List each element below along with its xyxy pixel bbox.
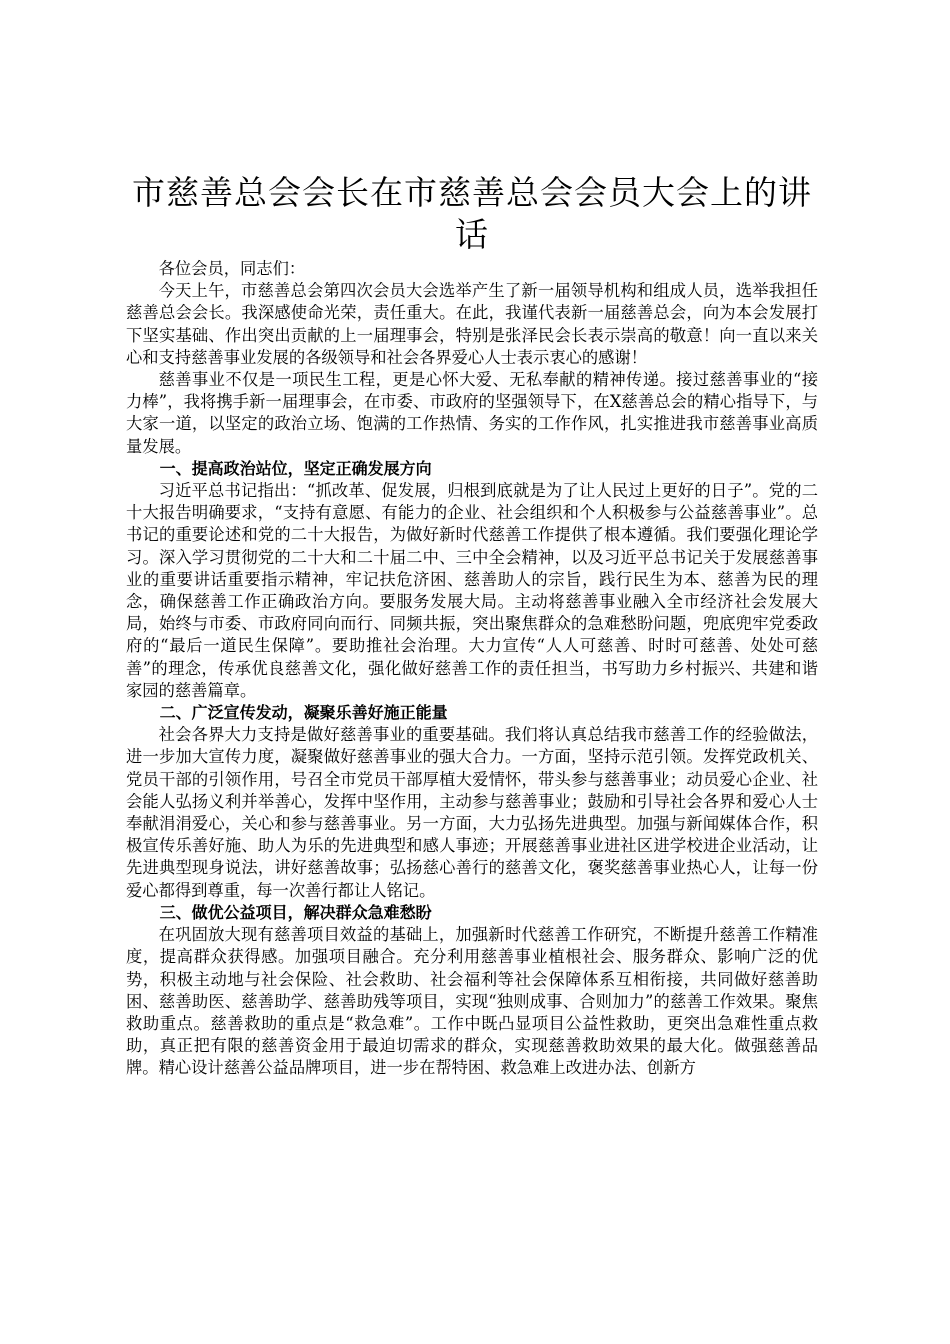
body-paragraph: 社会各界大力支持是做好慈善事业的重要基础。我们将认真总结我市慈善工作的经验做法，进一步加大宣传力度，凝聚做好慈善事业的强大合力。一方面，坚持示范引领。发挥党政机关、党员干部的引领作用，号召全市党员干部厚植大爱情怀，带头参与慈善事业；动员爱心企业、社会能人弘扬义利并举善心，发挥中坚作用，主动参与慈善事业；鼓励和引导社会各界和爱心人士奉献涓涓爱心，关心和参与慈善事业。另一方面，大力弘扬先进典型。加强与新闻媒体合作，积极宣传乐善好施、助人为乐的先进典型和感人事迹；开展慈善事业进社区进学校进企业活动，让先进典型现身说法，讲好慈善故事；弘扬慈心善行的慈善文化，褒奖慈善事业热心人，让每一份爱心都得到尊重，每一次善行都让人铭记。 xyxy=(126,725,818,900)
body-paragraph: 今天上午，市慈善总会第四次会员大会选举产生了新一届领导机构和组成人员，选举我担任慈善总会会长。我深感使命光荣，责任重大。在此，我谨代表新一届慈善总会，向为本会发展打下坚实基础、作出突出贡献的上一届理事会，特别是张泽民会长表示崇高的敬意！向一直以来关心和支持慈善事业发展的各级领导和社会各界爱心人士表示衷心的感谢！ xyxy=(126,281,818,367)
body-paragraph: 习近平总书记指出：“抓改革、促发展，归根到底就是为了让人民过上更好的日子”。党的二十大报告明确要求，“支持有意愿、有能力的企业、社会组织和个人积极参与公益慈善事业”。总书记的重要论述和党的二十大报告，为做好新时代慈善工作提供了根本遵循。我们要强化理论学习。深入学习贯彻党的二十大和二十届二中、三中全会精神，以及习近平总书记关于发展慈善事业的重要讲话重要指示精神，牢记扶危济困、慈善助人的宗旨，践行民生为本、慈善为民的理念，确保慈善工作正确政治方向。要服务发展大局。主动将慈善事业融入全市经济社会发展大局，始终与市委、市政府同向而行、同频共振，突出聚焦群众的急难愁盼问题，兜底兜牢党委政府的“最后一道民生保障”。要助推社会治理。大力宣传“人人可慈善、时时可慈善、处处可慈善”的理念，传承优良慈善文化，强化做好慈善工作的责任担当，书写助力乡村振兴、共建和谐家园的慈善篇章。 xyxy=(126,481,818,700)
document-title: 市慈善总会会长在市慈善总会会员大会上的讲话 xyxy=(132,173,812,254)
section-heading: 二、广泛宣传发动，凝聚乐善好施正能量 xyxy=(159,703,448,723)
greeting-paragraph: 各位会员，同志们： xyxy=(158,259,306,278)
body-paragraph: 在巩固放大现有慈善项目效益的基础上，加强新时代慈善工作研究，不断提升慈善工作精准度，提高群众获得感。加强项目融合。充分利用慈善事业植根社会、服务群众、影响广泛的优势，积极主动地与社会保险、社会救助、社会福利等社会保障体系互相衔接，共同做好慈善助困、慈善助医、慈善助学、慈善助残等项目，实现“独则成事、合则加力”的慈善工作效果。聚焦救助重点。慈善救助的重点是“救急难”。工作中既凸显项目公益性救助，更突出急难性重点救助，真正把有限的慈善资金用于最迫切需求的群众，实现慈善救助效果的最大化。做强慈善品牌。精心设计慈善公益品牌项目，进一步在帮特困、救急难上改进办法、创新方 xyxy=(126,925,818,1078)
document-body xyxy=(126,172,818,1080)
body-paragraph: 慈善事业不仅是一项民生工程，更是心怀大爱、无私奉献的精神传递。接过慈善事业的“接力棒”，我将携手新一届理事会，在市委、市政府的坚强领导下，在X慈善总会的精心指导下，与大家一道，以坚定的政治立场、饱满的工作热情、务实的工作作风，扎实推进我市慈善事业高质量发展。 xyxy=(126,370,818,456)
section-heading: 三、做优公益项目，解决群众急难愁盼 xyxy=(159,902,432,922)
section-heading: 一、提高政治站位，坚定正确发展方向 xyxy=(159,458,432,478)
